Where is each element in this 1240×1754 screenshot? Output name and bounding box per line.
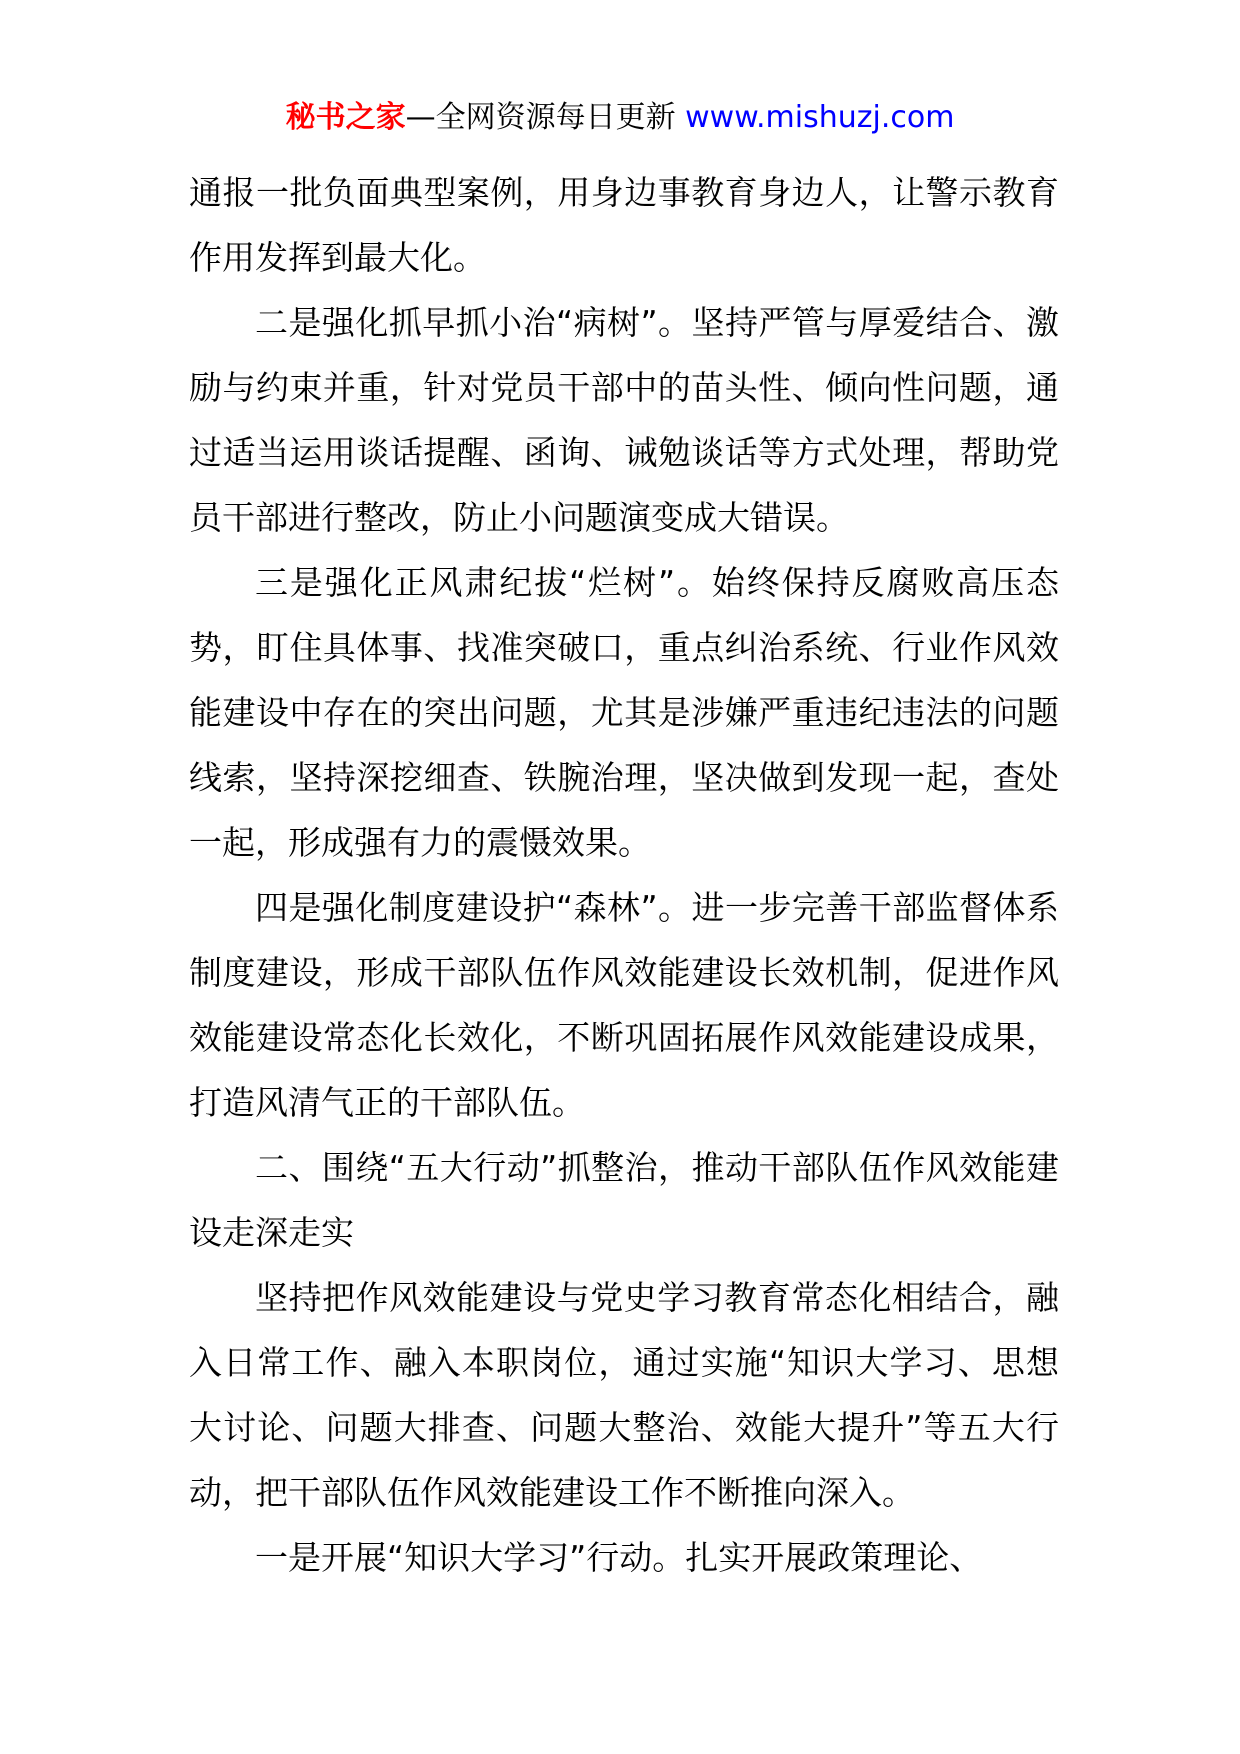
- paragraph-3: 三是强化正风肃纪拔“烂树”。始终保持反腐败高压态势，盯住具体事、找准突破口，重点纠治系统、行业作风效能建设中存在的突出问题，尤其是涉嫌严重违纪违法的问题线索，坚持深挖细查、铁腕治理，坚决做到发现一起，查处一起，形成强有力的震慑效果。: [189, 563, 1059, 862]
- website-url-link[interactable]: www.mishuzj.com: [685, 100, 955, 135]
- paragraph-4: 四是强化制度建设护“森林”。进一步完善干部监督体系制度建设，形成干部队伍作风效能建设长效机制，促进作风效能建设常态化长效化，不断巩固拓展作风效能建设成果，打造风清气正的干部队伍。: [189, 888, 1059, 1122]
- paragraph-5: 坚持把作风效能建设与党史学习教育常态化相结合，融入日常工作、融入本职岗位，通过实施“知识大学习、思想大讨论、问题大排查、问题大整治、效能大提升”等五大行动，把干部队伍作风效能建设工作不断推向深入。: [189, 1278, 1059, 1512]
- brand-name: 秘书之家: [285, 100, 406, 135]
- section-heading-2: 二、围绕“五大行动”抓整治，推动干部队伍作风效能建设走深走实: [189, 1148, 1059, 1252]
- header-tagline: —全网资源每日更新: [405, 100, 676, 135]
- paragraph-1: 通报一批负面典型案例，用身边事教育身边人，让警示教育作用发挥到最大化。: [189, 173, 1059, 277]
- page-header: [0, 96, 1240, 140]
- paragraph-6: 一是开展“知识大学习”行动。扎实开展政策理论、: [255, 1538, 983, 1577]
- paragraph-2: 二是强化抓早抓小治“病树”。坚持严管与厚爱结合、激励与约束并重，针对党员干部中的苗头性、倾向性问题，通过适当运用谈话提醒、函询、诫勉谈话等方式处理，帮助党员干部进行整改，防止小问题演变成大错误。: [189, 303, 1059, 537]
- document-body: [189, 160, 1059, 1590]
